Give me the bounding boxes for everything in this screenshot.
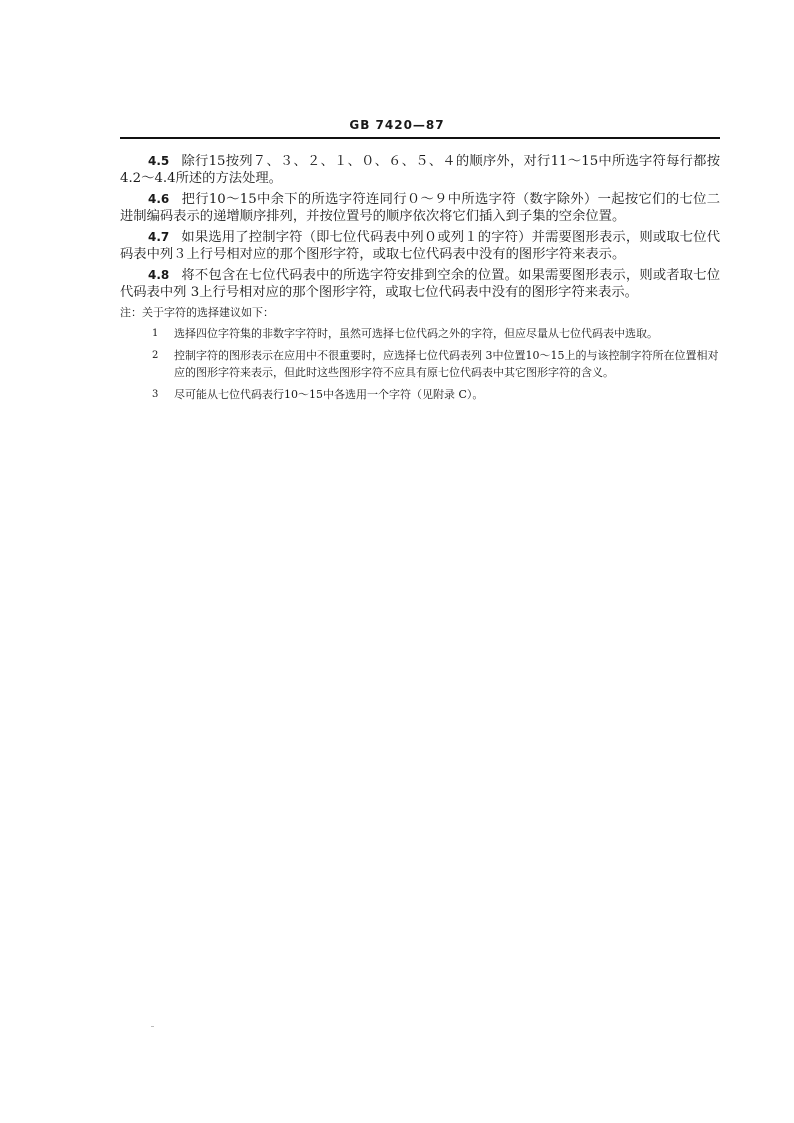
document-header: GB 7420—87 [349,118,445,132]
section-4-7 [120,229,720,263]
note-number: 1 [152,328,159,339]
section-number: 4.7 [148,230,170,244]
section-number: 4.8 [148,268,170,282]
note-item-1 [120,325,720,342]
note-text: 尽可能从七位代码表行10～15中各选用一个字符（见附录 C）。 [174,388,484,401]
notes-heading: 注：关于字符的选择建议如下： [120,306,274,319]
section-4-6 [120,191,720,225]
note-number: 2 [152,350,159,361]
section-text: 将不包含在七位代码表中的所选字符安排到空余的位置。如果需要图形表示，则或者取七位代码表中列 3上行号相对应的那个图形字符，或取七位代码表中没有的图形字符来表示。 [120,268,720,300]
section-number: 4.6 [148,192,170,206]
document-body [120,153,720,408]
note-number: 3 [152,389,159,400]
note-text: 选择四位字符集的非数字字符时，虽然可选择七位代码之外的字符，但应尽量从七位代码表中选取。 [174,327,658,340]
note-item-3 [120,386,720,403]
section-text: 除行15按列７、３、２、１、０、６、５、４的顺序外，对行11～15中所选字符每行都按4.2～4.4所述的方法处理。 [120,154,720,186]
section-text: 把行10～15中余下的所选字符连同行０～９中所选字符（数字除外）一起按它们的七位二进制编码表示的递增顺序排列，并按位置号的顺序依次将它们插入到子集的空余位置。 [120,192,720,224]
section-number: 4.5 [148,154,170,168]
note-text: 控制字符的图形表示在应用中不很重要时，应选择七位代码表列 3中位置10～15上的与该控制字符所在位置相对应的图形字符来表示，但此时这些图形字符不应具有原七位代码表中其它图形字符的含义。 [174,349,719,379]
scan-speck [151,1026,154,1027]
header-rule [120,137,720,139]
section-text: 如果选用了控制字符（即七位代码表中列０或列１的字符）并需要图形表示，则或取七位代码表中列３上行号相对应的那个图形字符，或取七位代码表中没有的图形字符来表示。 [120,230,720,262]
section-4-5 [120,153,720,187]
note-item-2 [120,347,720,381]
section-4-8 [120,267,720,301]
